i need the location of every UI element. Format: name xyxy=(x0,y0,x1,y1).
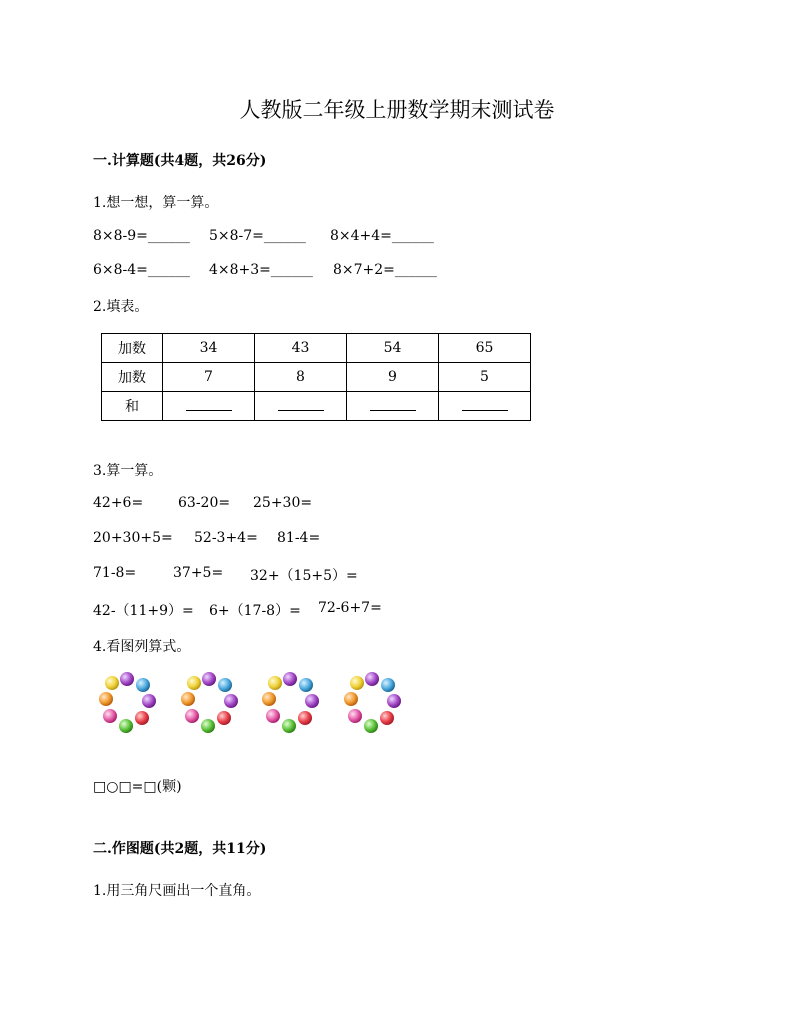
q2-prompt: 2.填表。 xyxy=(93,299,149,315)
q4-answer-template: □○□=□(颗) xyxy=(93,779,182,795)
q3-expr: 37+5= xyxy=(173,565,224,581)
answer-blank xyxy=(370,398,416,411)
q4-prompt: 4.看图列算式。 xyxy=(93,639,191,655)
q1-expr: 5×8-7=______ xyxy=(209,228,306,244)
table-cell: 54 xyxy=(347,334,439,363)
marble-groups-illustration xyxy=(96,668,416,740)
table-cell: 8 xyxy=(255,363,347,392)
answer-blank-cell[interactable] xyxy=(439,392,531,421)
table-cell: 34 xyxy=(163,334,255,363)
answer-blank xyxy=(278,398,324,411)
q1-expr: 8×8-9=______ xyxy=(93,228,190,244)
q3-expr: 32+（15+5）= xyxy=(250,568,358,584)
q3-expr: 81-4= xyxy=(277,530,321,546)
table-row xyxy=(102,392,531,421)
answer-blank xyxy=(462,398,508,411)
page-title: 人教版二年级上册数学期末测试卷 xyxy=(239,98,555,122)
table-cell: 9 xyxy=(347,363,439,392)
q3-expr: 52-3+4= xyxy=(194,530,258,546)
table-cell: 5 xyxy=(439,363,531,392)
q3-expr: 71-8= xyxy=(93,565,137,581)
table-cell: 43 xyxy=(255,334,347,363)
answer-blank-cell[interactable] xyxy=(255,392,347,421)
q3-expr: 42+6= xyxy=(93,495,144,511)
addition-table xyxy=(101,333,531,421)
q3-expr: 20+30+5= xyxy=(93,530,173,546)
s2-q1-prompt: 1.用三角尺画出一个直角。 xyxy=(93,883,261,899)
q3-prompt: 3.算一算。 xyxy=(93,463,163,479)
section-2-heading: 二.作图题(共2题，共11分) xyxy=(93,841,267,857)
q1-expr: 8×7+2=______ xyxy=(333,262,437,278)
table-row xyxy=(102,363,531,392)
q3-expr: 25+30= xyxy=(253,495,313,511)
answer-blank-cell[interactable] xyxy=(347,392,439,421)
table-row-header: 加数 xyxy=(102,334,163,363)
q3-expr: 6+（17-8）= xyxy=(209,603,301,619)
q1-expr: 6×8-4=______ xyxy=(93,262,190,278)
answer-blank-cell[interactable] xyxy=(163,392,255,421)
answer-blank xyxy=(186,398,232,411)
section-1-heading: 一.计算题(共4题，共26分) xyxy=(93,153,267,169)
table-cell: 65 xyxy=(439,334,531,363)
q3-expr: 72-6+7= xyxy=(318,600,382,616)
q1-expr: 4×8+3=______ xyxy=(209,262,313,278)
q3-expr: 42-（11+9）= xyxy=(93,603,194,619)
table-cell: 7 xyxy=(163,363,255,392)
table-row-header: 和 xyxy=(102,392,163,421)
table-row-header: 加数 xyxy=(102,363,163,392)
q1-prompt: 1.想一想，算一算。 xyxy=(93,195,219,211)
q1-expr: 8×4+4=______ xyxy=(330,228,434,244)
q3-expr: 63-20= xyxy=(178,495,231,511)
table-row xyxy=(102,334,531,363)
